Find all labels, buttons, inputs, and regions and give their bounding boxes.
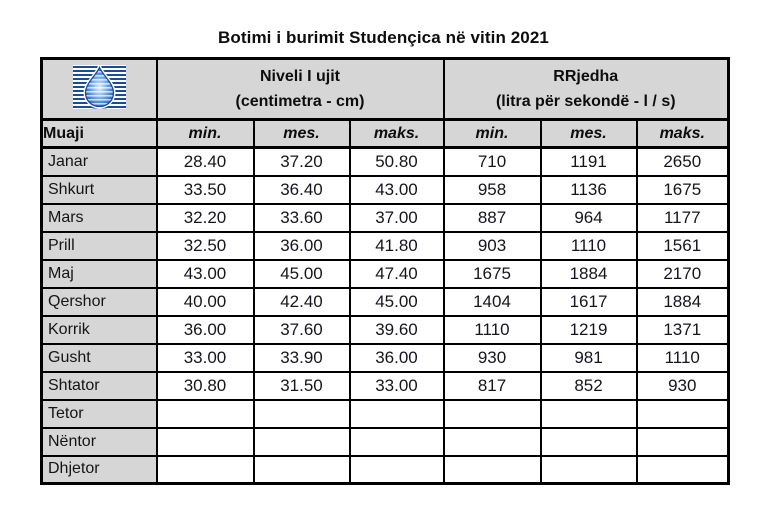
month-cell: Maj [42, 260, 157, 288]
logo-cell [42, 59, 157, 120]
table-cell: 1561 [637, 232, 729, 260]
table-cell: 40.00 [157, 288, 254, 316]
table-cell: 36.00 [350, 344, 444, 372]
table-cell: 2650 [637, 148, 729, 176]
table-cell [350, 456, 444, 484]
table-row-shkurt [42, 176, 729, 204]
month-cell: Shtator [42, 372, 157, 400]
table-cell: 43.00 [350, 176, 444, 204]
month-cell: Qershor [42, 288, 157, 316]
table-cell: 964 [541, 204, 637, 232]
month-cell: Gusht [42, 344, 157, 372]
table-cell: 33.00 [350, 372, 444, 400]
table-cell: 1675 [444, 260, 541, 288]
table-cell: 1884 [541, 260, 637, 288]
table-row-korrik [42, 316, 729, 344]
table-cell: 47.40 [350, 260, 444, 288]
table-row-nentor [42, 428, 729, 456]
table-cell: 33.00 [157, 344, 254, 372]
table-cell: 37.20 [254, 148, 350, 176]
month-cell: Janar [42, 148, 157, 176]
table-row-shtator [42, 372, 729, 400]
table-cell: 36.00 [254, 232, 350, 260]
month-cell: Shkurt [42, 176, 157, 204]
table-cell: 1884 [637, 288, 729, 316]
table-cell: 33.50 [157, 176, 254, 204]
group-title: RRjedha [553, 68, 619, 85]
table-cell: 958 [444, 176, 541, 204]
table-row-maj [42, 260, 729, 288]
table-row-qershor [42, 288, 729, 316]
table-cell: 817 [444, 372, 541, 400]
col-header-mes-cm: mes. [254, 120, 350, 148]
table-cell [444, 400, 541, 428]
table-cell: 36.40 [254, 176, 350, 204]
table-cell: 39.60 [350, 316, 444, 344]
group-header-water-level [157, 59, 444, 120]
month-cell: Korrik [42, 316, 157, 344]
table-row-mars [42, 204, 729, 232]
table-cell: 930 [444, 344, 541, 372]
table-cell: 1617 [541, 288, 637, 316]
table-cell: 32.50 [157, 232, 254, 260]
table-row-prill [42, 232, 729, 260]
table-cell: 45.00 [254, 260, 350, 288]
table-cell: 1110 [444, 316, 541, 344]
table-cell [350, 400, 444, 428]
table-cell: 1136 [541, 176, 637, 204]
table-cell [350, 428, 444, 456]
table-cell: 710 [444, 148, 541, 176]
table-cell [444, 456, 541, 484]
month-cell: Dhjetor [42, 456, 157, 484]
table-cell: 981 [541, 344, 637, 372]
table-cell [157, 428, 254, 456]
table-cell [157, 400, 254, 428]
table-cell: 45.00 [350, 288, 444, 316]
table-cell [254, 428, 350, 456]
table-cell: 1110 [637, 344, 729, 372]
table-cell: 930 [637, 372, 729, 400]
table-cell: 30.80 [157, 372, 254, 400]
table-title: Botimi i burimit Studençica në vitin 2021 [218, 28, 549, 47]
table-row-gusht [42, 344, 729, 372]
water-drop-icon [73, 65, 126, 109]
table-cell [541, 400, 637, 428]
month-cell: Tetor [42, 400, 157, 428]
month-cell: Nëntor [42, 428, 157, 456]
table-cell: 42.40 [254, 288, 350, 316]
col-header-min-cm: min. [157, 120, 254, 148]
table-cell: 1191 [541, 148, 637, 176]
table-cell: 31.50 [254, 372, 350, 400]
table-cell: 33.90 [254, 344, 350, 372]
group-header-row [42, 59, 729, 120]
table-cell: 887 [444, 204, 541, 232]
table-cell: 50.80 [350, 148, 444, 176]
table-cell [444, 428, 541, 456]
table-cell: 1177 [637, 204, 729, 232]
table-cell: 43.00 [157, 260, 254, 288]
table-row-tetor [42, 400, 729, 428]
table-cell: 37.60 [254, 316, 350, 344]
col-header-min-ls: min. [444, 120, 541, 148]
table-cell: 2170 [637, 260, 729, 288]
table-cell [637, 456, 729, 484]
table-cell [541, 456, 637, 484]
table-cell [541, 428, 637, 456]
group-title: Niveli I ujit [259, 68, 340, 85]
month-cell: Mars [42, 204, 157, 232]
table-cell: 1219 [541, 316, 637, 344]
col-header-maks-cm: maks. [350, 120, 444, 148]
table-cell [637, 400, 729, 428]
table-cell: 36.00 [157, 316, 254, 344]
table-cell [157, 456, 254, 484]
table-cell [254, 400, 350, 428]
table-cell: 1110 [541, 232, 637, 260]
month-cell: Prill [42, 232, 157, 260]
column-header-row [42, 120, 729, 148]
table-cell: 37.00 [350, 204, 444, 232]
table-cell [637, 428, 729, 456]
data-table [40, 57, 730, 485]
table-cell: 32.20 [157, 204, 254, 232]
table-row-janar [42, 148, 729, 176]
table-row-dhjetor [42, 456, 729, 484]
col-header-maks-ls: maks. [637, 120, 729, 148]
col-header-mes-ls: mes. [541, 120, 637, 148]
group-subtitle: (centimetra - cm) [235, 93, 365, 110]
table-cell: 903 [444, 232, 541, 260]
table-cell: 28.40 [157, 148, 254, 176]
table-cell: 41.80 [350, 232, 444, 260]
month-column-header: Muaji [42, 120, 157, 148]
table-cell: 852 [541, 372, 637, 400]
table-cell: 33.60 [254, 204, 350, 232]
table-cell: 1675 [637, 176, 729, 204]
group-header-flow [444, 59, 729, 120]
table-cell: 1371 [637, 316, 729, 344]
group-subtitle: (litra për sekondë - l / s) [495, 93, 676, 110]
table-cell: 1404 [444, 288, 541, 316]
table-cell [254, 456, 350, 484]
